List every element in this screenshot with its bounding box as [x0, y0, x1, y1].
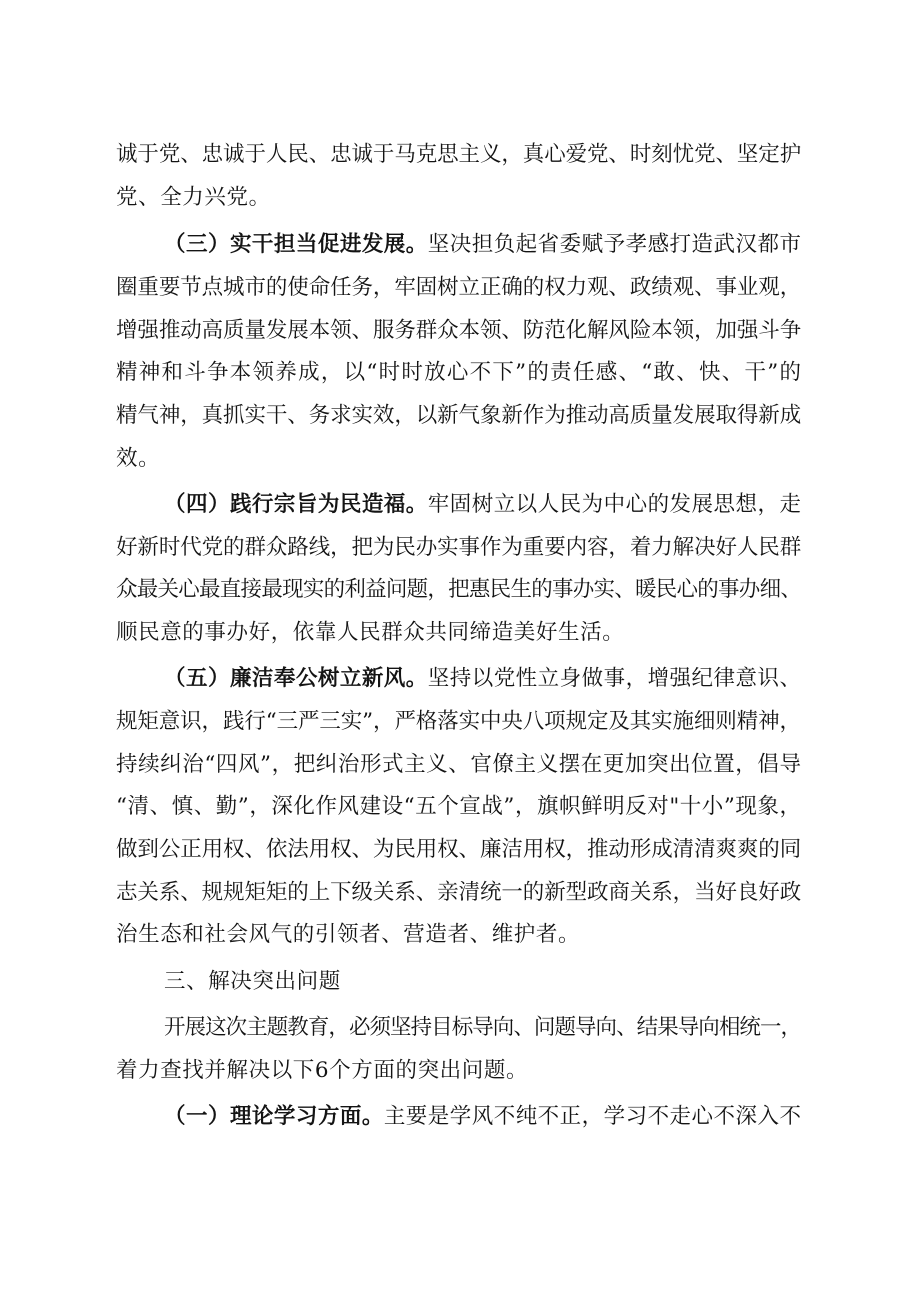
- paragraph-line: 增强推动高质量发展本领、服务群众本领、防范化解风险本领，加强斗争: [116, 318, 802, 343]
- paragraph-line: 做到公正用权、依法用权、为民用权、廉洁用权，推动形成清清爽爽的同: [116, 837, 802, 862]
- paragraph-line: 治生态和社会风气的引领者、营造者、维护者。: [116, 922, 581, 947]
- paragraph-line: 顺民意的事办好，依靠人民群众共同缔造美好生活。: [116, 620, 625, 645]
- paragraph-line: 精气神，真抓实干、务求实效，以新气象新作为推动高质量发展取得新成: [116, 403, 802, 428]
- paragraph-line: 着力查找并解决以下6个方面的突出问题。: [116, 1058, 529, 1083]
- paragraph-line: 诚于党、忠诚于人民、忠诚于马克思主义，真心爱党、时刻忧党、坚定护: [116, 142, 802, 167]
- paragraph-line: 精神和斗争本领养成，以“时时放心不下”的责任感、“敢、快、干”的: [116, 360, 803, 385]
- paragraph-line: 持续纠治“四风”，把纠治形式主义、官僚主义摆在更加突出位置，倡导: [116, 752, 802, 777]
- section-heading: （一）理论学习方面。: [164, 1104, 384, 1129]
- paragraph-line: 党、全力兴党。: [116, 185, 271, 210]
- paragraph-line: 好新时代党的群众路线，把为民办实事作为重要内容，着力解决好人民群: [116, 535, 802, 560]
- paragraph-line: 圈重要节点城市的使命任务，牢固树立正确的权力观、政绩观、事业观，: [116, 275, 802, 300]
- section-heading-line: （三）实干担当促进发展。坚决担负起省委赋予孝感打造武汉都市: [164, 232, 802, 257]
- paragraph-line: 众最关心最直接最现实的利益问题，把惠民生的事办实、暖民心的事办细、: [116, 577, 802, 602]
- paragraph-line: 志关系、规规矩矩的上下级关系、亲清统一的新型政商关系，当好良好政: [116, 880, 802, 905]
- paragraph-line: “清、慎、勤”，深化作风建设“五个宣战”，旗帜鲜明反对"十小”现象，: [116, 794, 802, 819]
- section-heading: （五）廉洁奉公树立新风。: [164, 666, 428, 691]
- section-heading-line: （五）廉洁奉公树立新风。坚持以党性立身做事，增强纪律意识、: [164, 666, 802, 691]
- section-heading: （四）践行宗旨为民造福。: [164, 492, 428, 517]
- section-heading-line: （四）践行宗旨为民造福。牢固树立以人民为中心的发展思想，走: [164, 492, 802, 517]
- paragraph-line: 规矩意识，践行“三严三实”，严格落实中央八项规定及其实施细则精神，: [116, 709, 801, 734]
- section-heading: （三）实干担当促进发展。: [164, 232, 428, 257]
- paragraph-line: 效。: [116, 446, 161, 471]
- paragraph-line: 开展这次主题教育，必须坚持目标导向、问题导向、结果导向相统一，: [164, 1015, 802, 1040]
- section-heading-line: （一）理论学习方面。主要是学风不纯不正，学习不走心不深入不: [164, 1104, 802, 1129]
- chapter-heading: 三、解决突出问题: [164, 969, 341, 994]
